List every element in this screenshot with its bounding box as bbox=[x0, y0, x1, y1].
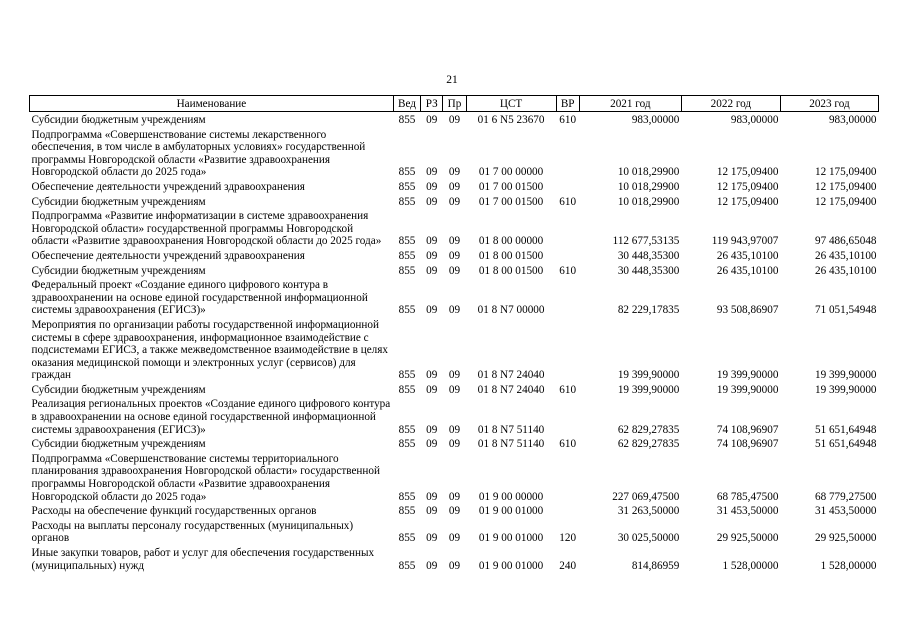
cell-ved: 855 bbox=[398, 505, 416, 518]
cell-name: Обеспечение деятельности учреждений здравоохранения bbox=[31, 249, 305, 262]
table-row bbox=[30, 503, 879, 518]
cell-2023: 97 486,65048 bbox=[814, 235, 877, 248]
cell-2022: 31 453,50000 bbox=[716, 505, 779, 518]
cell-pr: 09 bbox=[448, 383, 461, 396]
table-row bbox=[30, 127, 879, 179]
cell-vr: 240 bbox=[559, 559, 577, 572]
cell-cst: 01 8 N7 51140 bbox=[477, 423, 545, 436]
cell-2022: 12 175,09400 bbox=[716, 166, 779, 179]
cell-ved: 855 bbox=[398, 532, 416, 545]
cell-pr: 09 bbox=[448, 180, 461, 193]
cell-name: Обеспечение деятельности учреждений здравоохранения bbox=[31, 180, 305, 193]
cell-pr: 09 bbox=[448, 490, 461, 503]
table-body bbox=[30, 112, 879, 573]
cell-2022: 68 785,47500 bbox=[716, 490, 779, 503]
cell-2021: 30 448,35300 bbox=[617, 264, 680, 277]
cell-2023: 12 175,09400 bbox=[814, 195, 877, 208]
table-row bbox=[30, 263, 879, 278]
cell-vr: 610 bbox=[559, 383, 577, 396]
cell-2022: 119 943,97007 bbox=[711, 235, 779, 248]
cell-2022: 74 108,96907 bbox=[716, 423, 779, 436]
cell-vr bbox=[556, 277, 579, 317]
col-header-pr: Пр bbox=[443, 96, 466, 112]
cell-pr: 09 bbox=[448, 423, 461, 436]
cell-rz: 09 bbox=[426, 195, 438, 208]
cell-rz: 09 bbox=[426, 304, 438, 317]
cell-pr: 09 bbox=[448, 369, 461, 382]
cell-ved: 855 bbox=[398, 304, 416, 317]
cell-2021: 10 018,29900 bbox=[617, 180, 680, 193]
cell-rz: 09 bbox=[426, 383, 438, 396]
cell-2023: 12 175,09400 bbox=[814, 166, 877, 179]
cell-2021: 31 263,50000 bbox=[617, 505, 680, 518]
cell-pr: 09 bbox=[448, 166, 461, 179]
cell-2023: 26 435,10100 bbox=[814, 264, 877, 277]
cell-2021: 19 399,90000 bbox=[617, 383, 680, 396]
cell-rz: 09 bbox=[426, 505, 438, 518]
cell-rz: 09 bbox=[426, 249, 438, 262]
cell-2022: 74 108,96907 bbox=[716, 438, 779, 451]
cell-name: Подпрограмма «Совершенствование системы территориального планирования здравоохранения Новгородской области» государственной программы Новгородской области «Развитие здравоохранения Новгородской области до 2025 года» bbox=[31, 452, 380, 503]
cell-cst: 01 8 N7 51140 bbox=[477, 438, 545, 451]
cell-name: Субсидии бюджетным учреждениям bbox=[31, 383, 206, 396]
cell-pr: 09 bbox=[448, 505, 461, 518]
cell-ved: 855 bbox=[398, 249, 416, 262]
cell-cst: 01 8 N7 00000 bbox=[477, 304, 545, 317]
cell-2023: 31 453,50000 bbox=[814, 505, 877, 518]
col-header-2023: 2023 год bbox=[780, 96, 878, 112]
cell-name: Субсидии бюджетным учреждениям bbox=[31, 114, 206, 126]
cell-name: Федеральный проект «Создание единого цифрового контура в здравоохранении на основе единой государственной информационной системы здравоохранения (ЕГИСЗ)» bbox=[31, 279, 368, 317]
cell-vr: 610 bbox=[559, 438, 577, 451]
cell-name: Субсидии бюджетным учреждениям bbox=[31, 195, 206, 208]
cell-name: Иные закупки товаров, работ и услуг для обеспечения государственных (муниципальных) нужд bbox=[31, 547, 375, 572]
cell-pr: 09 bbox=[448, 249, 461, 262]
cell-ved: 855 bbox=[398, 423, 416, 436]
cell-ved: 855 bbox=[398, 559, 416, 572]
cell-2021: 62 829,27835 bbox=[617, 423, 680, 436]
page-number: 21 bbox=[446, 74, 458, 86]
col-header-name: Наименование bbox=[30, 96, 394, 112]
cell-rz: 09 bbox=[426, 423, 438, 436]
cell-name: Субсидии бюджетным учреждениям bbox=[31, 438, 206, 451]
col-header-cst: ЦСТ bbox=[466, 96, 556, 112]
cell-name: Подпрограмма «Развитие информатизации в системе здравоохранения Новгородской области» государственной программы Новгородской области «Развитие здравоохранения Новгородской области до 2025 года» bbox=[31, 210, 382, 248]
cell-2021: 30 025,50000 bbox=[617, 532, 680, 545]
cell-pr: 09 bbox=[448, 195, 461, 208]
cell-cst: 01 9 00 00000 bbox=[478, 490, 544, 503]
cell-2022: 26 435,10100 bbox=[716, 249, 779, 262]
cell-2021: 10 018,29900 bbox=[617, 166, 680, 179]
cell-ved: 855 bbox=[398, 438, 416, 451]
table-row bbox=[30, 317, 879, 382]
table-row bbox=[30, 451, 879, 503]
col-header-ved: Вед bbox=[393, 96, 420, 112]
table-row bbox=[30, 112, 879, 127]
cell-2021: 983,00000 bbox=[631, 114, 680, 126]
cell-2021: 30 448,35300 bbox=[617, 249, 680, 262]
cell-2022: 93 508,86907 bbox=[716, 304, 779, 317]
cell-2022: 12 175,09400 bbox=[716, 180, 779, 193]
table-row bbox=[30, 518, 879, 545]
cell-ved: 855 bbox=[398, 114, 416, 126]
table-row bbox=[30, 194, 879, 209]
cell-vr bbox=[556, 396, 579, 436]
cell-vr bbox=[556, 451, 579, 503]
cell-2021: 814,86959 bbox=[631, 559, 680, 572]
cell-2022: 26 435,10100 bbox=[716, 264, 779, 277]
cell-2023: 26 435,10100 bbox=[814, 249, 877, 262]
cell-2023: 19 399,90000 bbox=[814, 369, 877, 382]
cell-2021: 82 229,17835 bbox=[617, 304, 680, 317]
cell-rz: 09 bbox=[426, 264, 438, 277]
col-header-vr: ВР bbox=[556, 96, 579, 112]
cell-ved: 855 bbox=[398, 166, 416, 179]
cell-pr: 09 bbox=[448, 438, 461, 451]
table-row bbox=[30, 396, 879, 436]
cell-rz: 09 bbox=[426, 180, 438, 193]
table-row bbox=[30, 179, 879, 194]
col-header-2021: 2021 год bbox=[579, 96, 681, 112]
cell-cst: 01 8 00 00000 bbox=[478, 235, 544, 248]
cell-2021: 10 018,29900 bbox=[617, 195, 680, 208]
cell-pr: 09 bbox=[448, 532, 461, 545]
cell-2023: 19 399,90000 bbox=[814, 383, 877, 396]
cell-ved: 855 bbox=[398, 195, 416, 208]
cell-pr: 09 bbox=[448, 235, 461, 248]
cell-2022: 983,00000 bbox=[730, 114, 779, 126]
cell-2022: 19 399,90000 bbox=[716, 369, 779, 382]
col-header-2022: 2022 год bbox=[681, 96, 780, 112]
cell-ved: 855 bbox=[398, 180, 416, 193]
cell-cst: 01 9 00 01000 bbox=[478, 559, 544, 572]
cell-cst: 01 6 N5 23670 bbox=[477, 114, 545, 126]
cell-2023: 68 779,27500 bbox=[814, 490, 877, 503]
cell-2021: 62 829,27835 bbox=[617, 438, 680, 451]
cell-2023: 1 528,00000 bbox=[820, 559, 877, 572]
cell-vr bbox=[556, 317, 579, 382]
cell-2022: 1 528,00000 bbox=[722, 559, 779, 572]
cell-cst: 01 7 00 01500 bbox=[478, 180, 544, 193]
cell-vr: 610 bbox=[559, 195, 577, 208]
cell-ved: 855 bbox=[398, 369, 416, 382]
table-row bbox=[30, 436, 879, 451]
cell-2021: 112 677,53135 bbox=[612, 235, 680, 248]
cell-vr: 610 bbox=[559, 264, 577, 277]
cell-rz: 09 bbox=[426, 490, 438, 503]
cell-cst: 01 8 N7 24040 bbox=[477, 383, 545, 396]
cell-2023: 983,00000 bbox=[828, 114, 877, 126]
table-header-row bbox=[30, 96, 879, 112]
cell-name: Реализация региональных проектов «Создание единого цифрового контура в здравоохранении на основе единой государственной информационной системы здравоохранения (ЕГИСЗ)» bbox=[31, 398, 391, 436]
cell-2022: 12 175,09400 bbox=[716, 195, 779, 208]
cell-ved: 855 bbox=[398, 490, 416, 503]
table-row bbox=[30, 545, 879, 572]
cell-rz: 09 bbox=[426, 166, 438, 179]
cell-rz: 09 bbox=[426, 369, 438, 382]
cell-cst: 01 7 00 00000 bbox=[478, 166, 544, 179]
cell-ved: 855 bbox=[398, 264, 416, 277]
cell-name: Мероприятия по организации работы государственной информационной системы в сфере здравоохранения, информационное взаимодействие с подсистемами ЕГИСЗ, а также межведомственное взаимодействие в целях оказания медицинской помощи и электронных услуг (сервисов) для граждан bbox=[31, 318, 388, 382]
cell-rz: 09 bbox=[426, 559, 438, 572]
cell-pr: 09 bbox=[448, 304, 461, 317]
cell-name: Субсидии бюджетным учреждениям bbox=[31, 264, 206, 277]
cell-vr: 610 bbox=[559, 114, 577, 126]
cell-name: Расходы на выплаты персоналу государственных (муниципальных) органов bbox=[31, 519, 354, 545]
budget-table bbox=[29, 95, 879, 572]
cell-name: Расходы на обеспечение функций государственных органов bbox=[31, 505, 317, 518]
cell-pr: 09 bbox=[448, 264, 461, 277]
cell-2023: 51 651,64948 bbox=[814, 423, 877, 436]
cell-vr bbox=[556, 248, 579, 263]
table-row bbox=[30, 382, 879, 397]
cell-name: Подпрограмма «Совершенствование системы лекарственного обеспечения, в том числе в амбулаторных условиях» государственной программы Новгородской области «Развитие здравоохранения Новгородской области до 2025 года» bbox=[31, 128, 366, 179]
cell-cst: 01 9 00 01000 bbox=[478, 505, 544, 518]
cell-2023: 71 051,54948 bbox=[814, 304, 877, 317]
cell-cst: 01 9 00 01000 bbox=[478, 532, 544, 545]
cell-2023: 12 175,09400 bbox=[814, 180, 877, 193]
cell-pr: 09 bbox=[448, 559, 461, 572]
cell-rz: 09 bbox=[426, 438, 438, 451]
cell-vr bbox=[556, 127, 579, 179]
cell-rz: 09 bbox=[426, 114, 438, 126]
cell-ved: 855 bbox=[398, 383, 416, 396]
cell-2021: 227 069,47500 bbox=[612, 490, 680, 503]
cell-vr bbox=[556, 179, 579, 194]
cell-2022: 29 925,50000 bbox=[716, 532, 779, 545]
cell-2023: 29 925,50000 bbox=[814, 532, 877, 545]
cell-2023: 51 651,64948 bbox=[814, 438, 877, 451]
col-header-rz: РЗ bbox=[421, 96, 443, 112]
cell-cst: 01 8 00 01500 bbox=[478, 264, 544, 277]
cell-rz: 09 bbox=[426, 235, 438, 248]
cell-pr: 09 bbox=[448, 114, 461, 126]
cell-rz: 09 bbox=[426, 532, 438, 545]
table-row bbox=[30, 277, 879, 317]
table-row bbox=[30, 248, 879, 263]
cell-vr: 120 bbox=[559, 532, 577, 545]
cell-cst: 01 8 00 01500 bbox=[478, 249, 544, 262]
cell-2021: 19 399,90000 bbox=[617, 369, 680, 382]
cell-2022: 19 399,90000 bbox=[716, 383, 779, 396]
cell-cst: 01 7 00 01500 bbox=[478, 195, 544, 208]
cell-ved: 855 bbox=[398, 235, 416, 248]
cell-cst: 01 8 N7 24040 bbox=[477, 369, 545, 382]
table-row bbox=[30, 208, 879, 248]
cell-vr bbox=[556, 208, 579, 248]
cell-vr bbox=[556, 503, 579, 518]
